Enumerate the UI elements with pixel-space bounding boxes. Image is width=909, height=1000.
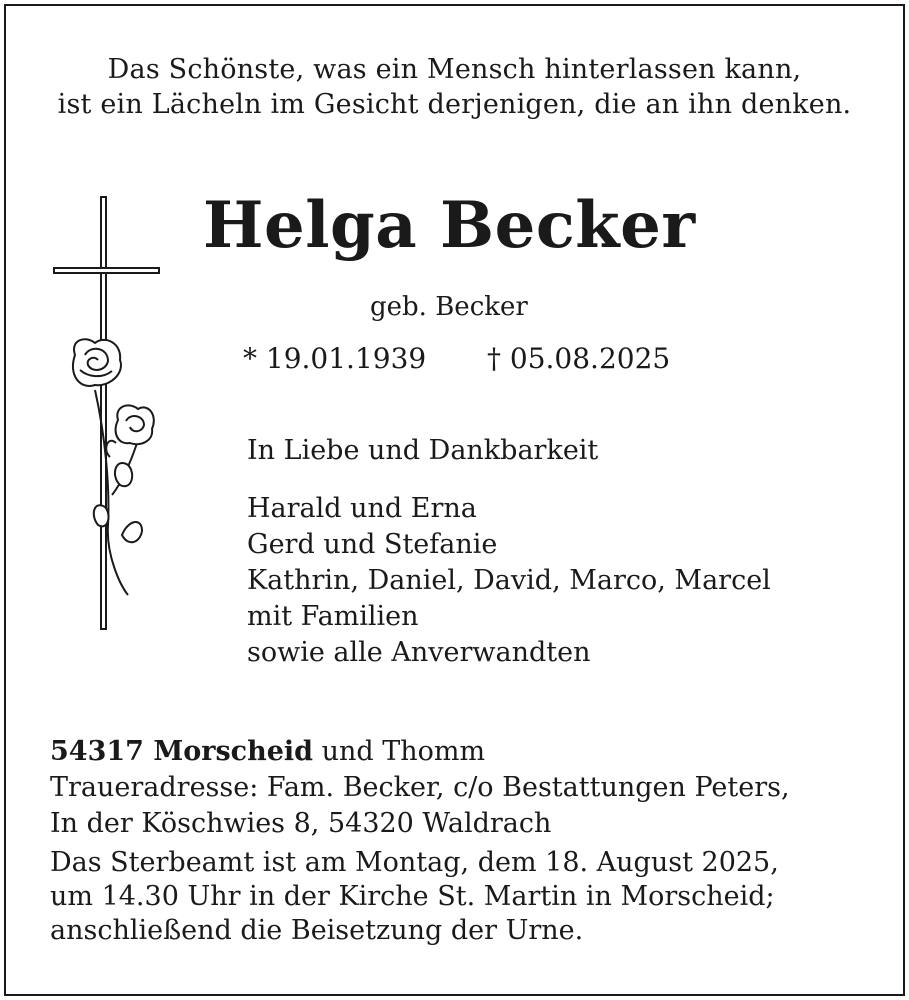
address-block — [50, 734, 790, 842]
place-line — [50, 734, 790, 770]
dedication-line: In Liebe und Dankbarkeit — [247, 435, 599, 466]
quote-line-1: Das Schönste, was ein Mensch hinterlassen kann, — [107, 54, 802, 85]
service-line: Das Sterbeamt ist am Montag, dem 18. August 2025, — [50, 847, 779, 878]
street-address: In der Köschwies 8, 54320 Waldrach — [50, 808, 552, 839]
service-line: um 14.30 Uhr in der Kirche St. Martin in Morscheid; — [50, 881, 775, 912]
death-date: † 05.08.2025 — [487, 342, 671, 375]
mourner-line: mit Familien — [247, 601, 419, 632]
service-line: anschließend die Beisetzung der Urne. — [50, 915, 584, 946]
quote-line-2: ist ein Lächeln im Gesicht derjenigen, die an ihn denken. — [57, 89, 852, 120]
service-info — [50, 846, 779, 948]
maiden-name: geb. Becker — [370, 292, 528, 322]
mourners-list — [247, 491, 771, 671]
deceased-name: Helga Becker — [203, 188, 696, 263]
memorial-quote — [0, 52, 909, 122]
mourner-line: Gerd und Stefanie — [247, 529, 498, 560]
mourning-address: Traueradresse: Fam. Becker, c/o Bestattungen Peters, — [50, 772, 790, 803]
mourner-line: Harald und Erna — [247, 493, 477, 524]
place-bold: 54317 Morscheid — [50, 736, 314, 767]
place-rest: und Thomm — [313, 736, 486, 767]
mourner-line: sowie alle Anverwandten — [247, 637, 591, 668]
birth-date: * 19.01.1939 — [243, 342, 427, 375]
cross-with-roses-icon — [50, 195, 165, 635]
mourner-line: Kathrin, Daniel, David, Marco, Marcel — [247, 565, 771, 596]
